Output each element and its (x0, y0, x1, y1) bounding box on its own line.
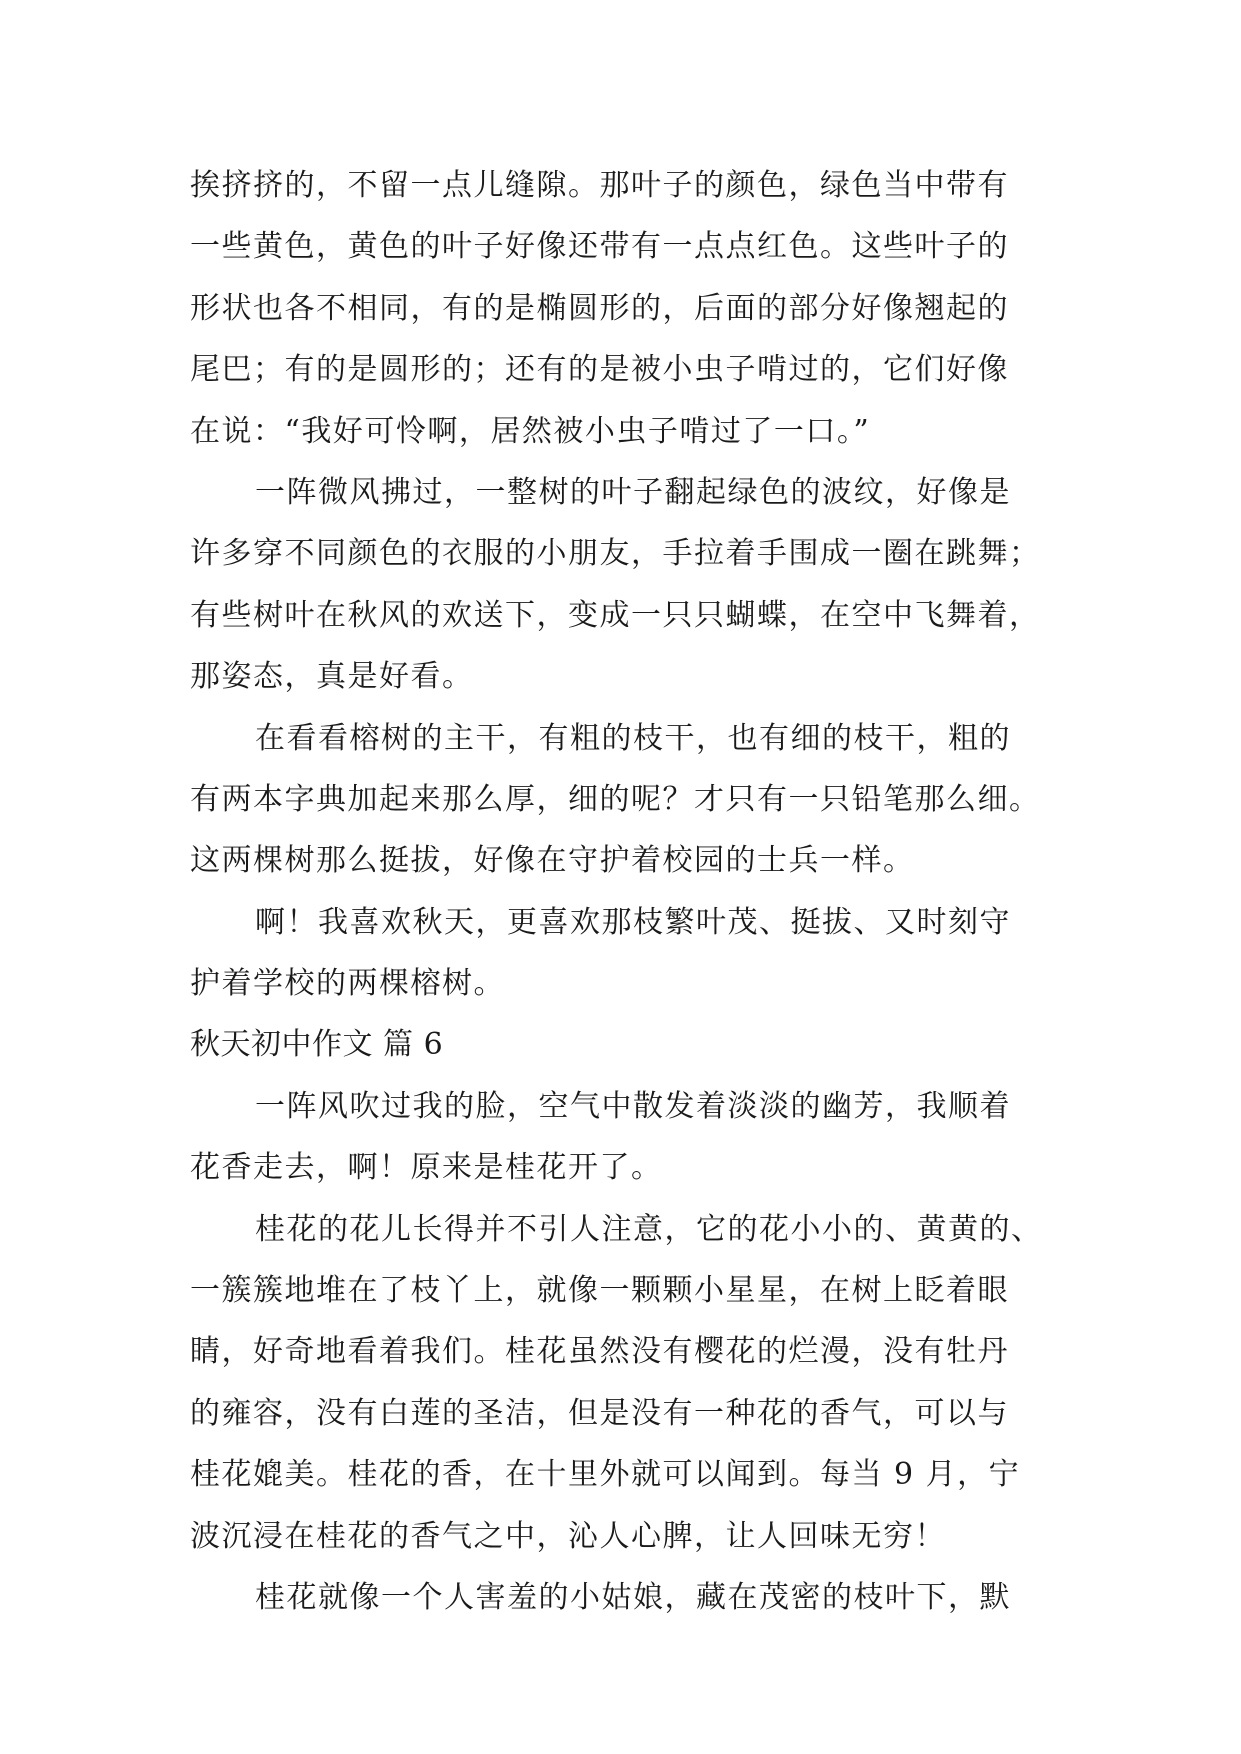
paragraph-start-line: 一阵风吹过我的脸，空气中散发着淡淡的幽芳，我顺着 (255, 1088, 1011, 1124)
text-line: 的雍容，没有白莲的圣洁，但是没有一种花的香气，可以与 (190, 1395, 1009, 1431)
text-line: 一簇簇地堆在了枝丫上，就像一颗颗小星星，在树上眨着眼 (190, 1273, 1009, 1309)
text-line: 有两本字典加起来那么厚，细的呢？才只有一只铅笔那么细。 (190, 781, 1041, 817)
paragraph-start-line: 一阵微风拂过，一整树的叶子翻起绿色的波纹，好像是 (255, 474, 1011, 510)
section-heading: 秋天初中作文 篇 6 (190, 1027, 444, 1063)
paragraph-start-line: 啊！我喜欢秋天，更喜欢那枝繁叶茂、挺拔、又时刻守 (255, 904, 1011, 940)
text-line: 睛，好奇地看着我们。桂花虽然没有樱花的烂漫，没有牡丹 (190, 1334, 1009, 1370)
text-line: 波沉浸在桂花的香气之中，沁人心脾，让人回味无穷！ (190, 1518, 946, 1554)
text-line: 在说：“我好可怜啊，居然被小虫子啃过了一口。” (190, 413, 871, 449)
text-line: 桂花媲美。桂花的香，在十里外就可以闻到。每当 9 月，宁 (190, 1457, 1021, 1493)
text-line: 一些黄色，黄色的叶子好像还带有一点点红色。这些叶子的 (190, 229, 1009, 265)
text-line: 有些树叶在秋风的欢送下，变成一只只蝴蝶，在空中飞舞着， (190, 597, 1041, 633)
essay-text (190, 155, 1050, 1628)
text-line: 许多穿不同颜色的衣服的小朋友，手拉着手围成一圈在跳舞； (190, 536, 1041, 572)
text-line: 尾巴；有的是圆形的；还有的是被小虫子啃过的，它们好像 (190, 352, 1009, 388)
text-line: 花香走去，啊！原来是桂花开了。 (190, 1150, 663, 1186)
text-line: 那姿态，真是好看。 (190, 659, 474, 695)
text-line: 挨挤挤的，不留一点儿缝隙。那叶子的颜色，绿色当中带有 (190, 168, 1009, 203)
paragraph-start-line: 桂花就像一个人害羞的小姑娘，藏在茂密的枝叶下，默 (255, 1579, 1011, 1615)
paragraph-start-line: 在看看榕树的主干，有粗的枝干，也有细的枝干，粗的 (255, 720, 1011, 756)
text-line: 形状也各不相同，有的是椭圆形的，后面的部分好像翘起的 (190, 290, 1009, 326)
text-line: 这两棵树那么挺拔，好像在守护着校园的士兵一样。 (190, 843, 915, 879)
text-line: 护着学校的两棵榕树。 (190, 966, 505, 1002)
paragraph-start-line: 桂花的花儿长得并不引人注意，它的花小小的、黄黄的、 (255, 1211, 1043, 1247)
